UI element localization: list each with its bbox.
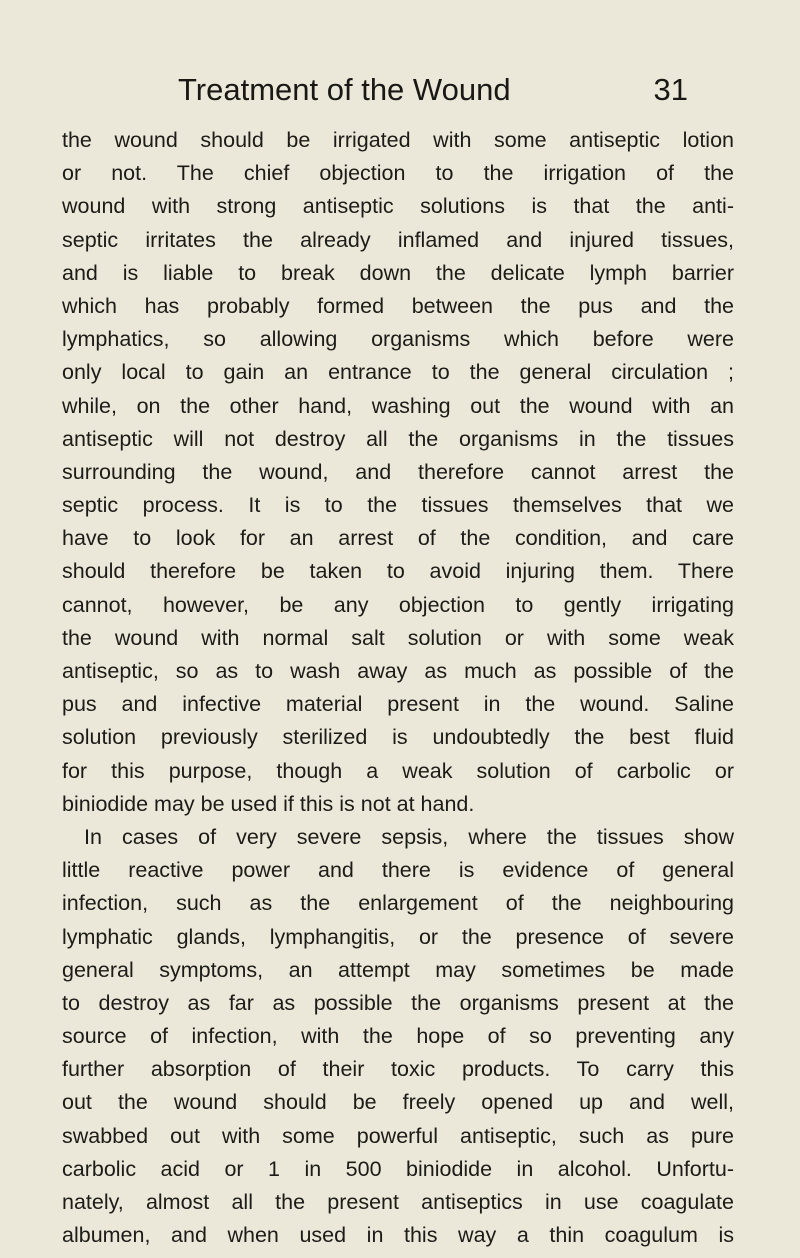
running-head bbox=[178, 70, 688, 114]
text-line: or not. The chief objection to the irrigation of the bbox=[62, 161, 734, 186]
text-line: for this purpose, though a weak solution of carbolic or bbox=[62, 758, 734, 783]
text-line: nately, almost all the present antiseptics in use coagulate bbox=[62, 1190, 734, 1214]
text-line: out the wound should be freely opened up and well, bbox=[62, 1090, 734, 1115]
text-line: and is liable to break down the delicate lymph barrier bbox=[62, 260, 734, 285]
text-line: should therefore be taken to avoid injuring them. There bbox=[62, 559, 734, 584]
text-line: biniodide may be used if this is not at hand. bbox=[62, 791, 475, 816]
text-line: lymphatic glands, lymphangitis, or the presence of severe bbox=[62, 924, 734, 949]
text-line: have to look for an arrest of the condition, and care bbox=[62, 526, 734, 551]
text-line: carbolic acid or 1 in 500 biniodide in alcohol. Unfortu- bbox=[62, 1156, 734, 1181]
text-line: further absorption of their toxic products. To carry this bbox=[62, 1057, 734, 1082]
text-line: the wound should be irrigated with some antiseptic lotion bbox=[62, 128, 734, 152]
text-line: antiseptic will not destroy all the organisms in the tissues bbox=[62, 426, 734, 451]
text-line: swabbed out with some powerful antiseptic, such as pure bbox=[62, 1123, 734, 1148]
text-line: wound with strong antiseptic solutions is that the anti- bbox=[62, 194, 734, 219]
text-line: antiseptic, so as to wash away as much as possible of the bbox=[62, 659, 734, 683]
text-line: source of infection, with the hope of so preventing any bbox=[62, 1024, 734, 1049]
text-line: lymphatics, so allowing organisms which before were bbox=[62, 327, 734, 352]
text-line: the wound with normal salt solution or with some weak bbox=[62, 625, 734, 650]
text-line: general symptoms, an attempt may sometimes be made bbox=[62, 957, 734, 982]
text-line: only local to gain an entrance to the general circulation ; bbox=[62, 360, 734, 385]
text-line: while, on the other hand, washing out the wound with an bbox=[62, 393, 734, 418]
text-line: cannot, however, be any objection to gently irrigating bbox=[62, 592, 734, 617]
body-text bbox=[62, 124, 734, 1252]
text-line: infection, such as the enlargement of the neighbouring bbox=[62, 891, 734, 916]
text-line: little reactive power and there is evidence of general bbox=[62, 858, 734, 883]
text-line: surrounding the wound, and therefore cannot arrest the bbox=[62, 459, 734, 484]
text-line: septic irritates the already inflamed and injured tissues, bbox=[62, 227, 734, 252]
text-line: which has probably formed between the pus and the bbox=[62, 293, 734, 318]
text-line: septic process. It is to the tissues themselves that we bbox=[62, 493, 734, 518]
text-line: pus and infective material present in the wound. Saline bbox=[62, 692, 734, 717]
running-title: Treatment of the Wound bbox=[178, 72, 511, 107]
text-line: In cases of very severe sepsis, where the tissues show bbox=[84, 824, 734, 849]
text-line: solution previously sterilized is undoubtedly the best fluid bbox=[62, 725, 734, 750]
text-line: to destroy as far as possible the organisms present at the bbox=[62, 990, 734, 1015]
text-line: albumen, and when used in this way a thin coagulum is bbox=[62, 1223, 734, 1248]
page-number: 31 bbox=[653, 72, 688, 107]
